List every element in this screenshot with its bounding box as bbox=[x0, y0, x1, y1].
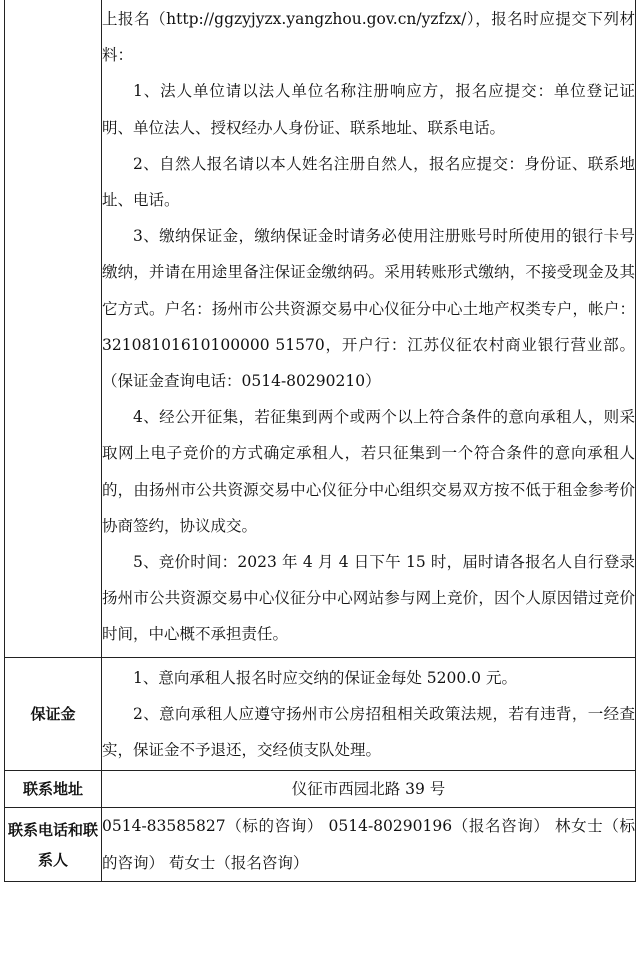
address-label: 联系地址 bbox=[5, 771, 102, 808]
contact-row bbox=[5, 808, 636, 881]
deposit-content-cell bbox=[102, 657, 636, 771]
material-item-2: 2、自然人报名请以本人姓名注册自然人，报名应提交：身份证、联系地址、电话。 bbox=[102, 154, 635, 210]
application-materials-row bbox=[5, 0, 636, 657]
contact-label: 联系电话和联系人 bbox=[5, 808, 102, 881]
deposit-payment-item: 3、缴纳保证金，缴纳保证金时请务必使用注册账号时所使用的银行卡号缴纳，并请在用途里备注保证金缴纳码。采用转账形式缴纳，不接受现金及其它方式。户名：扬州市公共资源交易中心仪征分中心土地产权类专户，帐户：32108101610100000 51570，开户行：江苏仪征农村商业银行营业部。（保证金查询电话：0514-80290210） bbox=[102, 227, 635, 391]
deposit-row bbox=[5, 657, 636, 771]
address-content-cell bbox=[102, 771, 636, 808]
address-row bbox=[5, 771, 636, 808]
intro-text: 上报名（http://ggzyjyzx.yangzhou.gov.cn/yzfzx/），报名时应提交下列材料： bbox=[102, 10, 635, 65]
application-content-cell bbox=[102, 0, 636, 657]
application-label-cell bbox=[5, 0, 102, 657]
deposit-amount-item: 1、意向承租人报名时应交纳的保证金每处 5200.0 元。 bbox=[133, 668, 517, 687]
deposit-label: 保证金 bbox=[5, 657, 102, 771]
address-value: 仪征市西园北路 39 号 bbox=[291, 780, 446, 799]
announcement-table bbox=[4, 0, 636, 882]
bidding-method-item: 4、经公开征集，若征集到两个或两个以上符合条件的意向承租人，则采取网上电子竞价的方式确定承租人，若只征集到一个符合条件的意向承租人的，由扬州市公共资源交易中心仪征分中心组织交易双方按不低于租金参考价协商签约，协议成交。 bbox=[102, 408, 635, 535]
material-item-1: 1、法人单位请以法人单位名称注册响应方，报名应提交：单位登记证明、单位法人、授权经办人身份证、联系地址、联系电话。 bbox=[102, 82, 635, 137]
bidding-time-item: 5、竞价时间：2023 年 4 月 4 日下午 15 时，届时请各报名人自行登录扬州市公共资源交易中心仪征分中心网站参与网上竞价，因个人原因错过竞价时间，中心概不承担责任。 bbox=[102, 553, 635, 644]
contact-content-cell bbox=[102, 808, 636, 881]
deposit-rule-item: 2、意向承租人应遵守扬州市公房招租相关政策法规，若有违背，一经查实，保证金不予退还，交经侦支队处理。 bbox=[102, 704, 635, 760]
contact-value: 0514-83585827（标的咨询） 0514-80290196（报名咨询） 林女士（标的咨询） 荀女士（报名咨询） bbox=[102, 817, 635, 872]
